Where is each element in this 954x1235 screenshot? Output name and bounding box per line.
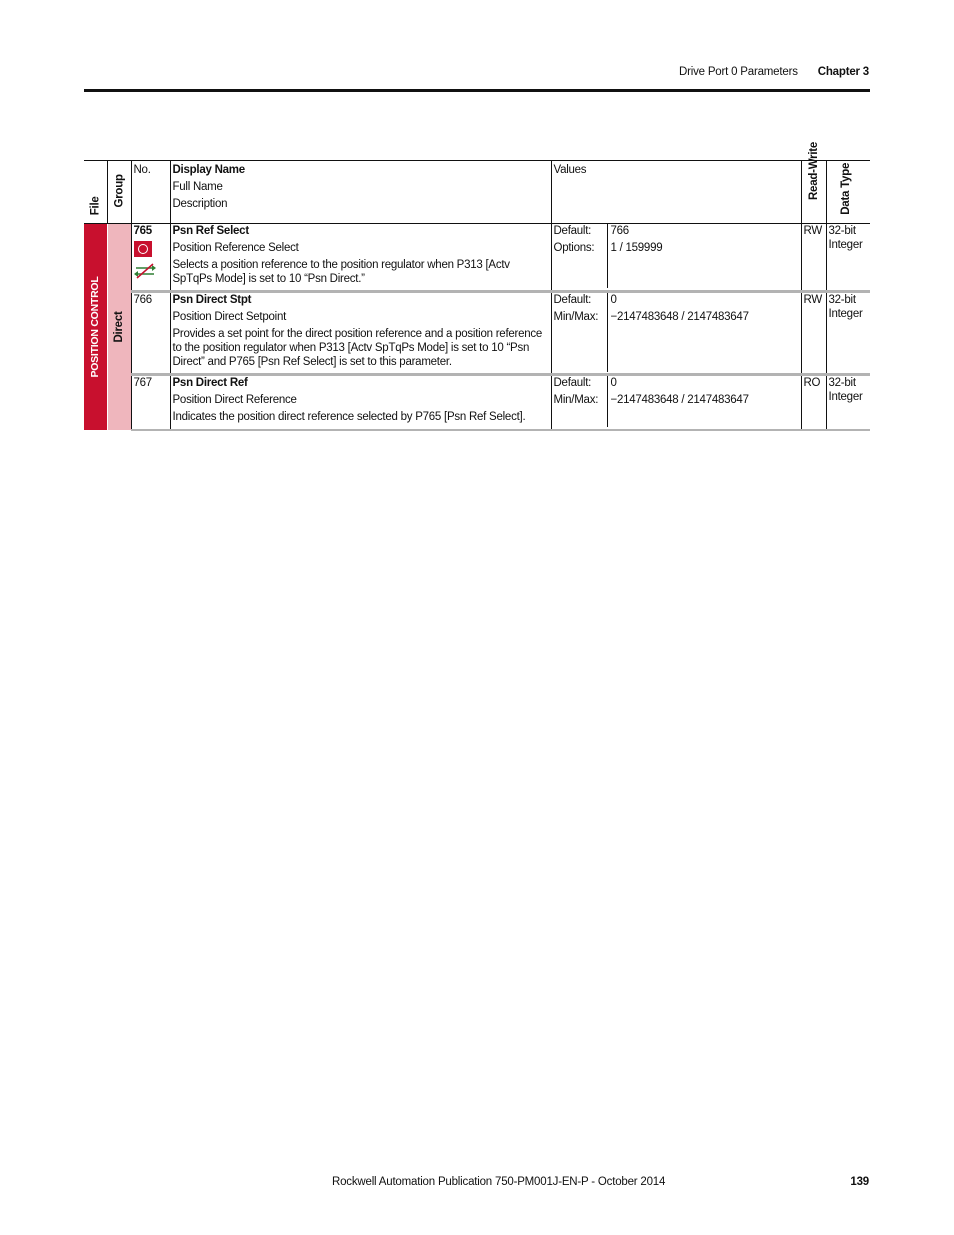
table-row (84, 292, 870, 375)
description-header: Description (172, 198, 228, 210)
datatype-cell: 32-bit Integer (826, 375, 870, 430)
publication-info: Rockwell Automation Publication 750-PM001J-EN-P - October 2014 (332, 1176, 666, 1188)
display-name: Psn Direct Stpt (172, 294, 252, 306)
table-row (84, 375, 870, 430)
name-col-header (170, 161, 551, 224)
values-cell: Default: Options: 766 1 / 159999 (551, 224, 801, 292)
values-cell: Default: Min/Max: 0 −2147483648 / 2147483647 (551, 292, 801, 375)
param-name-cell (170, 292, 551, 375)
display-name: Psn Direct Ref (172, 377, 248, 389)
section-title: Drive Port 0 Parameters (679, 66, 798, 78)
full-name-header: Full Name (172, 181, 223, 193)
running-header (679, 66, 869, 78)
datatype-cell: 32-bit Integer (826, 292, 870, 375)
no-col-header: No. (131, 161, 170, 224)
param-name-cell (170, 375, 551, 430)
rw-col-header: Read-Write (801, 161, 826, 224)
full-name: Position Direct Setpoint (172, 311, 287, 323)
rw-cell: RO (801, 375, 826, 430)
display-name: Psn Ref Select (172, 225, 249, 237)
description: Provides a set point for the direct position reference and a position reference to the position regulator when P313 [Actv SpTqPs Mode] is set to 10 “Psn Direct” and P765 [Psn Ref Select] is set to this parameter. (172, 328, 543, 368)
param-no-cell: 766 (131, 292, 170, 375)
group-cell: Direct (107, 224, 131, 430)
stop-mode-icon (134, 241, 152, 257)
param-name-cell (170, 224, 551, 292)
values-cell: Default: Min/Max: 0 −2147483648 / 2147483647 (551, 375, 801, 430)
group-col-header: Group (107, 161, 131, 224)
table-header-row (84, 161, 870, 224)
datatype-cell: 32-bit Integer (826, 224, 870, 292)
param-no-cell: 765 (131, 224, 170, 292)
display-name-header: Display Name (172, 164, 245, 176)
link-arrows-icon (134, 263, 168, 283)
datatype-col-header: Data Type (826, 161, 870, 224)
rw-cell: RW (801, 292, 826, 375)
page-number: 139 (850, 1176, 869, 1188)
rw-cell: RW (801, 224, 826, 292)
full-name: Position Reference Select (172, 242, 299, 254)
full-name: Position Direct Reference (172, 394, 297, 406)
file-col-header: File (84, 161, 107, 224)
param-no-cell: 767 (131, 375, 170, 430)
values-col-header: Values (551, 161, 801, 224)
description: Indicates the position direct reference selected by P765 [Psn Ref Select]. (172, 411, 526, 423)
table-row (84, 224, 870, 292)
header-rule (84, 89, 870, 92)
file-cell: POSITION CONTROL (84, 224, 107, 430)
parameter-table (84, 142, 870, 431)
chapter-label: Chapter 3 (817, 66, 869, 78)
description: Selects a position reference to the position regulator when P313 [Actv SpTqPs Mode] is set to 10 “Psn Direct.” (172, 259, 510, 285)
